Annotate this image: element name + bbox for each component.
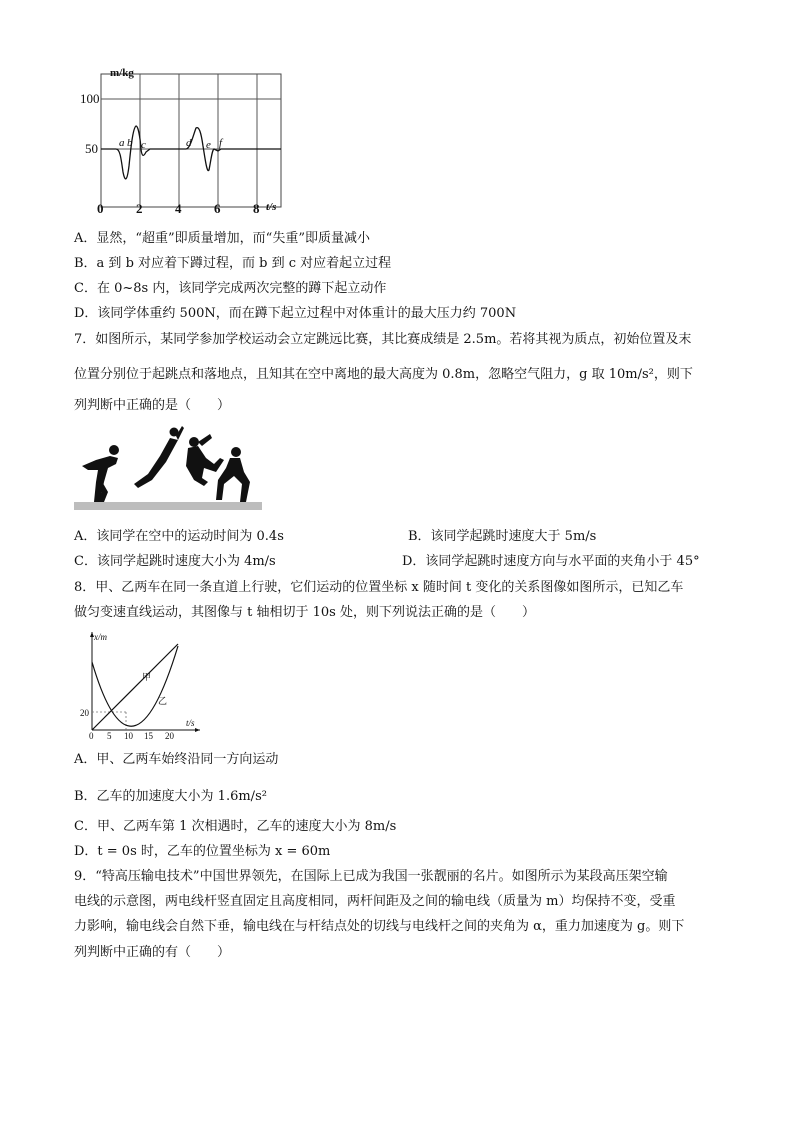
q6-option-b: B．a 到 b 对应着下蹲过程，而 b 到 c 对应着起立过程 xyxy=(74,256,392,271)
ground-strip xyxy=(74,502,262,510)
long-jump-figure xyxy=(74,422,264,514)
x-axis-label: t/s xyxy=(266,201,277,213)
q7-option-a: A．该同学在空中的运动时间为 0.4s xyxy=(74,529,284,544)
q6-option-d: D．该同学体重约 500N，而在蹲下起立过程中对体重计的最大压力约 700N xyxy=(74,306,517,321)
q9-stem-line-2: 电线的示意图，两电线杆竖直固定且高度相同，两杆间距及之间的输电线（质量为 m）均保持不变，受重 xyxy=(74,894,676,909)
q8-option-c: C．甲、乙两车第 1 次相遇时，乙车的速度大小为 8m/s xyxy=(74,819,397,834)
point-label-f: f xyxy=(219,137,223,149)
jumper-flight xyxy=(186,434,224,486)
point-label-c: c xyxy=(141,139,146,151)
q9-stem-line-1: 9．“特高压输电技术”中国世界领先，在国际上已成为我国一张靓丽的名片。如图所示为某段高压架空输 xyxy=(74,869,668,884)
q8-option-b: B．乙车的加速度大小为 1.6m/s² xyxy=(74,789,267,804)
x-axis-label: x/m xyxy=(94,632,107,642)
q7-option-b: B．该同学起跳时速度大于 5m/s xyxy=(408,529,597,544)
point-label-d: d xyxy=(186,137,192,149)
x-tick-0: 0 xyxy=(97,201,104,216)
series-label-jia: 甲 xyxy=(142,672,152,682)
jumper-crouch xyxy=(82,445,119,502)
q7-stem-line-2: 位置分别位于起跳点和落地点，且知其在空中离地的最大高度为 0.8m，忽略空气阻力，g 取 10m/s²，则下 xyxy=(74,367,693,382)
point-label-b: b xyxy=(127,137,133,149)
mass-time-graph xyxy=(78,66,288,216)
t-axis-label: t/s xyxy=(186,718,195,728)
q8-stem-line-2: 做匀变速直线运动，其图像与 t 轴相切于 10s 处，则下列说法正确的是（ ） xyxy=(74,605,535,620)
x-tick-8: 8 xyxy=(253,201,260,216)
y-tick-50: 50 xyxy=(85,141,98,156)
q6-option-c: C．在 0~8s 内，该同学完成两次完整的蹲下起立动作 xyxy=(74,281,387,296)
q8-option-a: A．甲、乙两车始终沿同一方向运动 xyxy=(74,752,279,767)
x-tick-2: 2 xyxy=(136,201,143,216)
q8-option-d: D．t = 0s 时，乙车的位置坐标为 x = 60m xyxy=(74,844,331,859)
t-tick-5: 5 xyxy=(107,731,112,740)
y-axis-label: m/kg xyxy=(110,67,134,79)
q8-stem-line-1: 8．甲、乙两车在同一条直道上行驶，它们运动的位置坐标 x 随时间 t 变化的关系图像如图所示，已知乙车 xyxy=(74,580,684,595)
q7-option-d: D．该同学起跳时速度方向与水平面的夹角小于 45° xyxy=(402,554,700,569)
q9-stem-line-4: 列判断中正确的有（ ） xyxy=(74,945,231,960)
series-jia-line xyxy=(92,644,178,730)
q6-option-a: A．显然，“超重”即质量增加，而“失重”即质量减小 xyxy=(74,231,370,246)
series-yi-curve xyxy=(92,646,178,726)
q7-stem-line-1: 7．如图所示，某同学参加学校运动会立定跳远比赛，其比赛成绩是 2.5m。若将其视为质点，初始位置及末 xyxy=(74,332,692,347)
y-tick-20: 20 xyxy=(80,708,89,718)
q7-stem-line-3: 列判断中正确的是（ ） xyxy=(74,398,231,413)
t-tick-20: 20 xyxy=(165,731,174,740)
t-axis-arrow xyxy=(195,728,200,732)
point-label-a: a xyxy=(119,137,125,149)
x-tick-4: 4 xyxy=(175,201,182,216)
mass-curve xyxy=(101,126,281,179)
position-time-graph xyxy=(78,628,204,740)
t-tick-0: 0 xyxy=(89,731,94,740)
t-tick-15: 15 xyxy=(144,731,153,740)
series-label-yi: 乙 xyxy=(158,696,168,706)
t-tick-10: 10 xyxy=(124,731,133,740)
x-tick-6: 6 xyxy=(214,201,221,216)
q9-stem-line-3: 力影响，输电线会自然下垂，输电线在与杆结点处的切线与电线杆之间的夹角为 α，重力加速度为 g。则下 xyxy=(74,919,685,934)
q7-option-c: C．该同学起跳时速度大小为 4m/s xyxy=(74,554,276,569)
point-label-e: e xyxy=(206,139,211,151)
y-tick-100: 100 xyxy=(80,91,100,106)
jumper-takeoff xyxy=(134,426,184,488)
jumper-landing xyxy=(216,447,250,502)
